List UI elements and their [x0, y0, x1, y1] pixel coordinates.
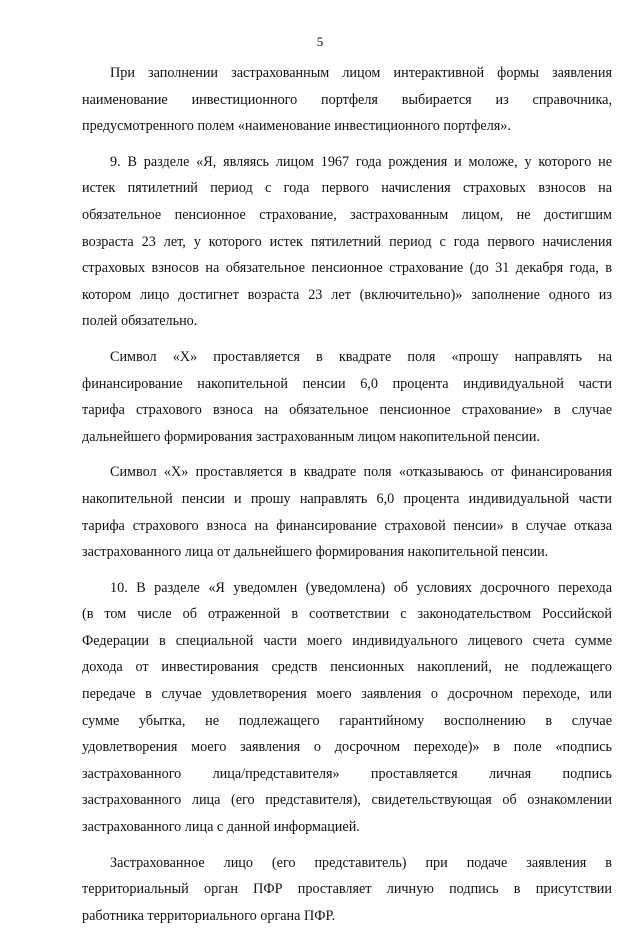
text-line: полей обязательно. — [82, 313, 198, 330]
text-line: Символ «X» проставляется в квадрате поля «прошу направлять на — [110, 348, 612, 365]
text-line: предусмотренного полем «наименование инвестиционного портфеля». — [82, 118, 511, 135]
text-line: 9. В разделе «Я, являясь лицом 1967 года рождения и моложе, у которого не — [110, 153, 612, 170]
text-line: застрахованного лица от дальнейшего формирования накопительной пенсии. — [82, 544, 549, 561]
text-line: наименование инвестиционного портфеля выбирается из справочника, — [82, 91, 612, 108]
text-line: накопительной пенсии и прошу направлять 6,0 процента индивидуальной части — [82, 490, 612, 507]
text-line: дальнейшего формирования застрахованным лицом накопительной пенсии. — [82, 428, 540, 445]
page-number: 5 — [316, 34, 324, 49]
paragraph — [82, 575, 612, 841]
document-body — [82, 60, 612, 938]
text-line: котором лицо достигнет возраста 23 лет (включительно)» заполнение одного из — [82, 286, 612, 303]
text-line: страховых взносов на обязательное пенсионное страхование (до 31 декабря года, в — [82, 260, 612, 277]
text-line: сумме убытка, не подлежащего гарантийному восполнению в случае — [82, 712, 612, 729]
text-line: территориальный орган ПФР проставляет личную подпись в присутствии — [82, 881, 612, 898]
text-line: истек пятилетний период с года первого начисления страховых взносов на — [82, 180, 612, 197]
text-line: дохода от инвестирования средств пенсионных накоплений, не подлежащего — [82, 659, 612, 676]
paragraph — [82, 60, 612, 140]
text-line: передаче в случае удовлетворения моего заявления о досрочном переходе, или — [82, 686, 612, 703]
text-line: Федерации в специальной части моего индивидуального лицевого счета сумме — [82, 632, 612, 649]
text-line: финансирование накопительной пенсии 6,0 процента индивидуальной части — [82, 375, 612, 392]
text-line: застрахованного лица (его представителя), свидетельствующая об ознакомлении — [82, 792, 612, 809]
text-line: тарифа страхового взноса на обязательное пенсионное страхование» в случае — [82, 402, 612, 419]
text-line: удовлетворения моего заявления о досрочном переходе)» в поле «подпись — [82, 739, 612, 756]
text-line: возраста 23 лет, у которого истек пятилетний период с года первого начисления — [82, 233, 612, 250]
text-line: застрахованного лица с данной информацией. — [82, 819, 360, 836]
text-line: Застрахованное лицо (его представитель) при подаче заявления в — [110, 854, 612, 871]
text-line: 10. В разделе «Я уведомлен (уведомлена) об условиях досрочного перехода — [110, 579, 612, 596]
text-line: работника территориального органа ПФР. — [82, 907, 336, 924]
paragraph — [82, 850, 612, 930]
text-line: тарифа страхового взноса на финансирование страховой пенсии» в случае отказа — [82, 517, 612, 534]
text-line: застрахованного лица/представителя» проставляется личная подпись — [82, 765, 612, 782]
paragraph — [82, 149, 612, 335]
paragraph — [82, 344, 612, 450]
paragraph — [82, 459, 612, 565]
text-line: Символ «X» проставляется в квадрате поля «отказываюсь от финансирования — [110, 464, 612, 481]
text-line: обязательное пенсионное страхование, застрахованным лицом, не достигшим — [82, 206, 612, 223]
text-line: (в том числе об отраженной в соответствии с законодательством Российской — [82, 606, 612, 623]
text-line: При заполнении застрахованным лицом интерактивной формы заявления — [110, 65, 612, 81]
